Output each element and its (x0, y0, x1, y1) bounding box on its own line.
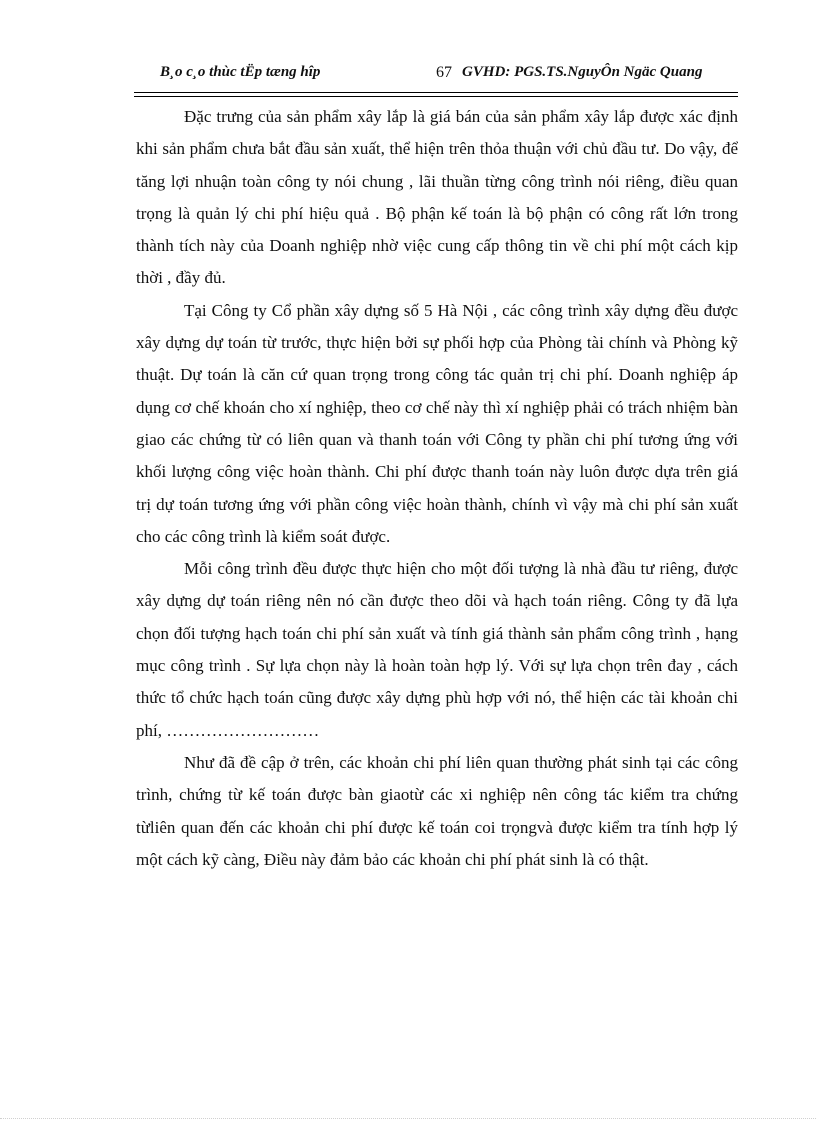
paragraph-3: Mỗi công trình đều được thực hiện cho một đối tượng là nhà đầu tư riêng, được xây dựng dự toán riêng nên nó cần được theo dõi và hạch toán riêng. Công ty đã lựa chọn đối tượng hạch toán chi phí sản xuất và tính giá thành sản phẩm công trình , hạng mục công trình . Sự lựa chọn này là hoàn toàn hợp lý. Với sự lựa chọn trên đay , cách thức tổ chức hạch toán cũng được xây dựng phù hợp với nó, thể hiện các tài khoản chi phí, ……………………… (136, 559, 738, 740)
document-body (136, 101, 738, 876)
header-report-title: B¸o c¸o thùc tËp tæng hîp (160, 64, 321, 80)
header-rule-thin (134, 96, 738, 97)
header-rule-thick (134, 92, 738, 93)
page-number: 67 (436, 64, 452, 81)
paragraph-4: Như đã đề cập ở trên, các khoản chi phí liên quan thường phát sinh tại các công trình, chứng từ kế toán được bàn giaotừ các xi nghiệp nên công tác kiểm tra chứng từliên quan đến các khoản chi phí được kế toán coi trọngvà được kiểm tra tính hợp lý một cách kỹ càng, Điều này đảm bảo các khoản chi phí phát sinh là có thật. (136, 752, 738, 869)
paragraph-1: Đặc trưng của sản phẩm xây lắp là giá bán của sản phẩm xây lắp được xác định khi sản phẩm chưa bắt đầu sản xuất, thể hiện trên thỏa thuận với chủ đầu tư. Do vậy, để tăng lợi nhuận toàn công ty nói chung , lãi thuần từng công trình nói riêng, điều quan trọng là quản lý chi phí hiệu quả . Bộ phận kế toán là bộ phận có công rất lớn trong thành tích này của Doanh nghiệp nhờ việc cung cấp thông tin về chi phí một cách kịp thời , đầy đủ. (136, 107, 738, 288)
paragraph-2: Tại Công ty Cổ phần xây dựng số 5 Hà Nội , các công trình xây dựng đều được xây dựng dự toán từ trước, thực hiện bởi sự phối hợp của Phòng tài chính và Phòng kỹ thuật. Dự toán là căn cứ quan trọng trong công tác quản trị chi phí. Doanh nghiệp áp dụng cơ chế khoán cho xí nghiệp, theo cơ chế này thì xí nghiệp phải có trách nhiệm bàn giao các chứng từ có liên quan và thanh toán với Công ty phần chi phí tương ứng với khối lượng công việc hoàn thành. Chi phí được thanh toán này luôn được dựa trên giá trị dự toán tương ứng với phần công việc hoàn thành, chính vì vậy mà chi phí sản xuất cho các công trình là kiểm soát được. (136, 300, 738, 546)
page-bottom-edge (0, 1118, 816, 1119)
page-header (120, 64, 738, 92)
header-supervisor: GVHD: PGS.TS.NguyÔn Ngäc Quang (462, 64, 703, 80)
